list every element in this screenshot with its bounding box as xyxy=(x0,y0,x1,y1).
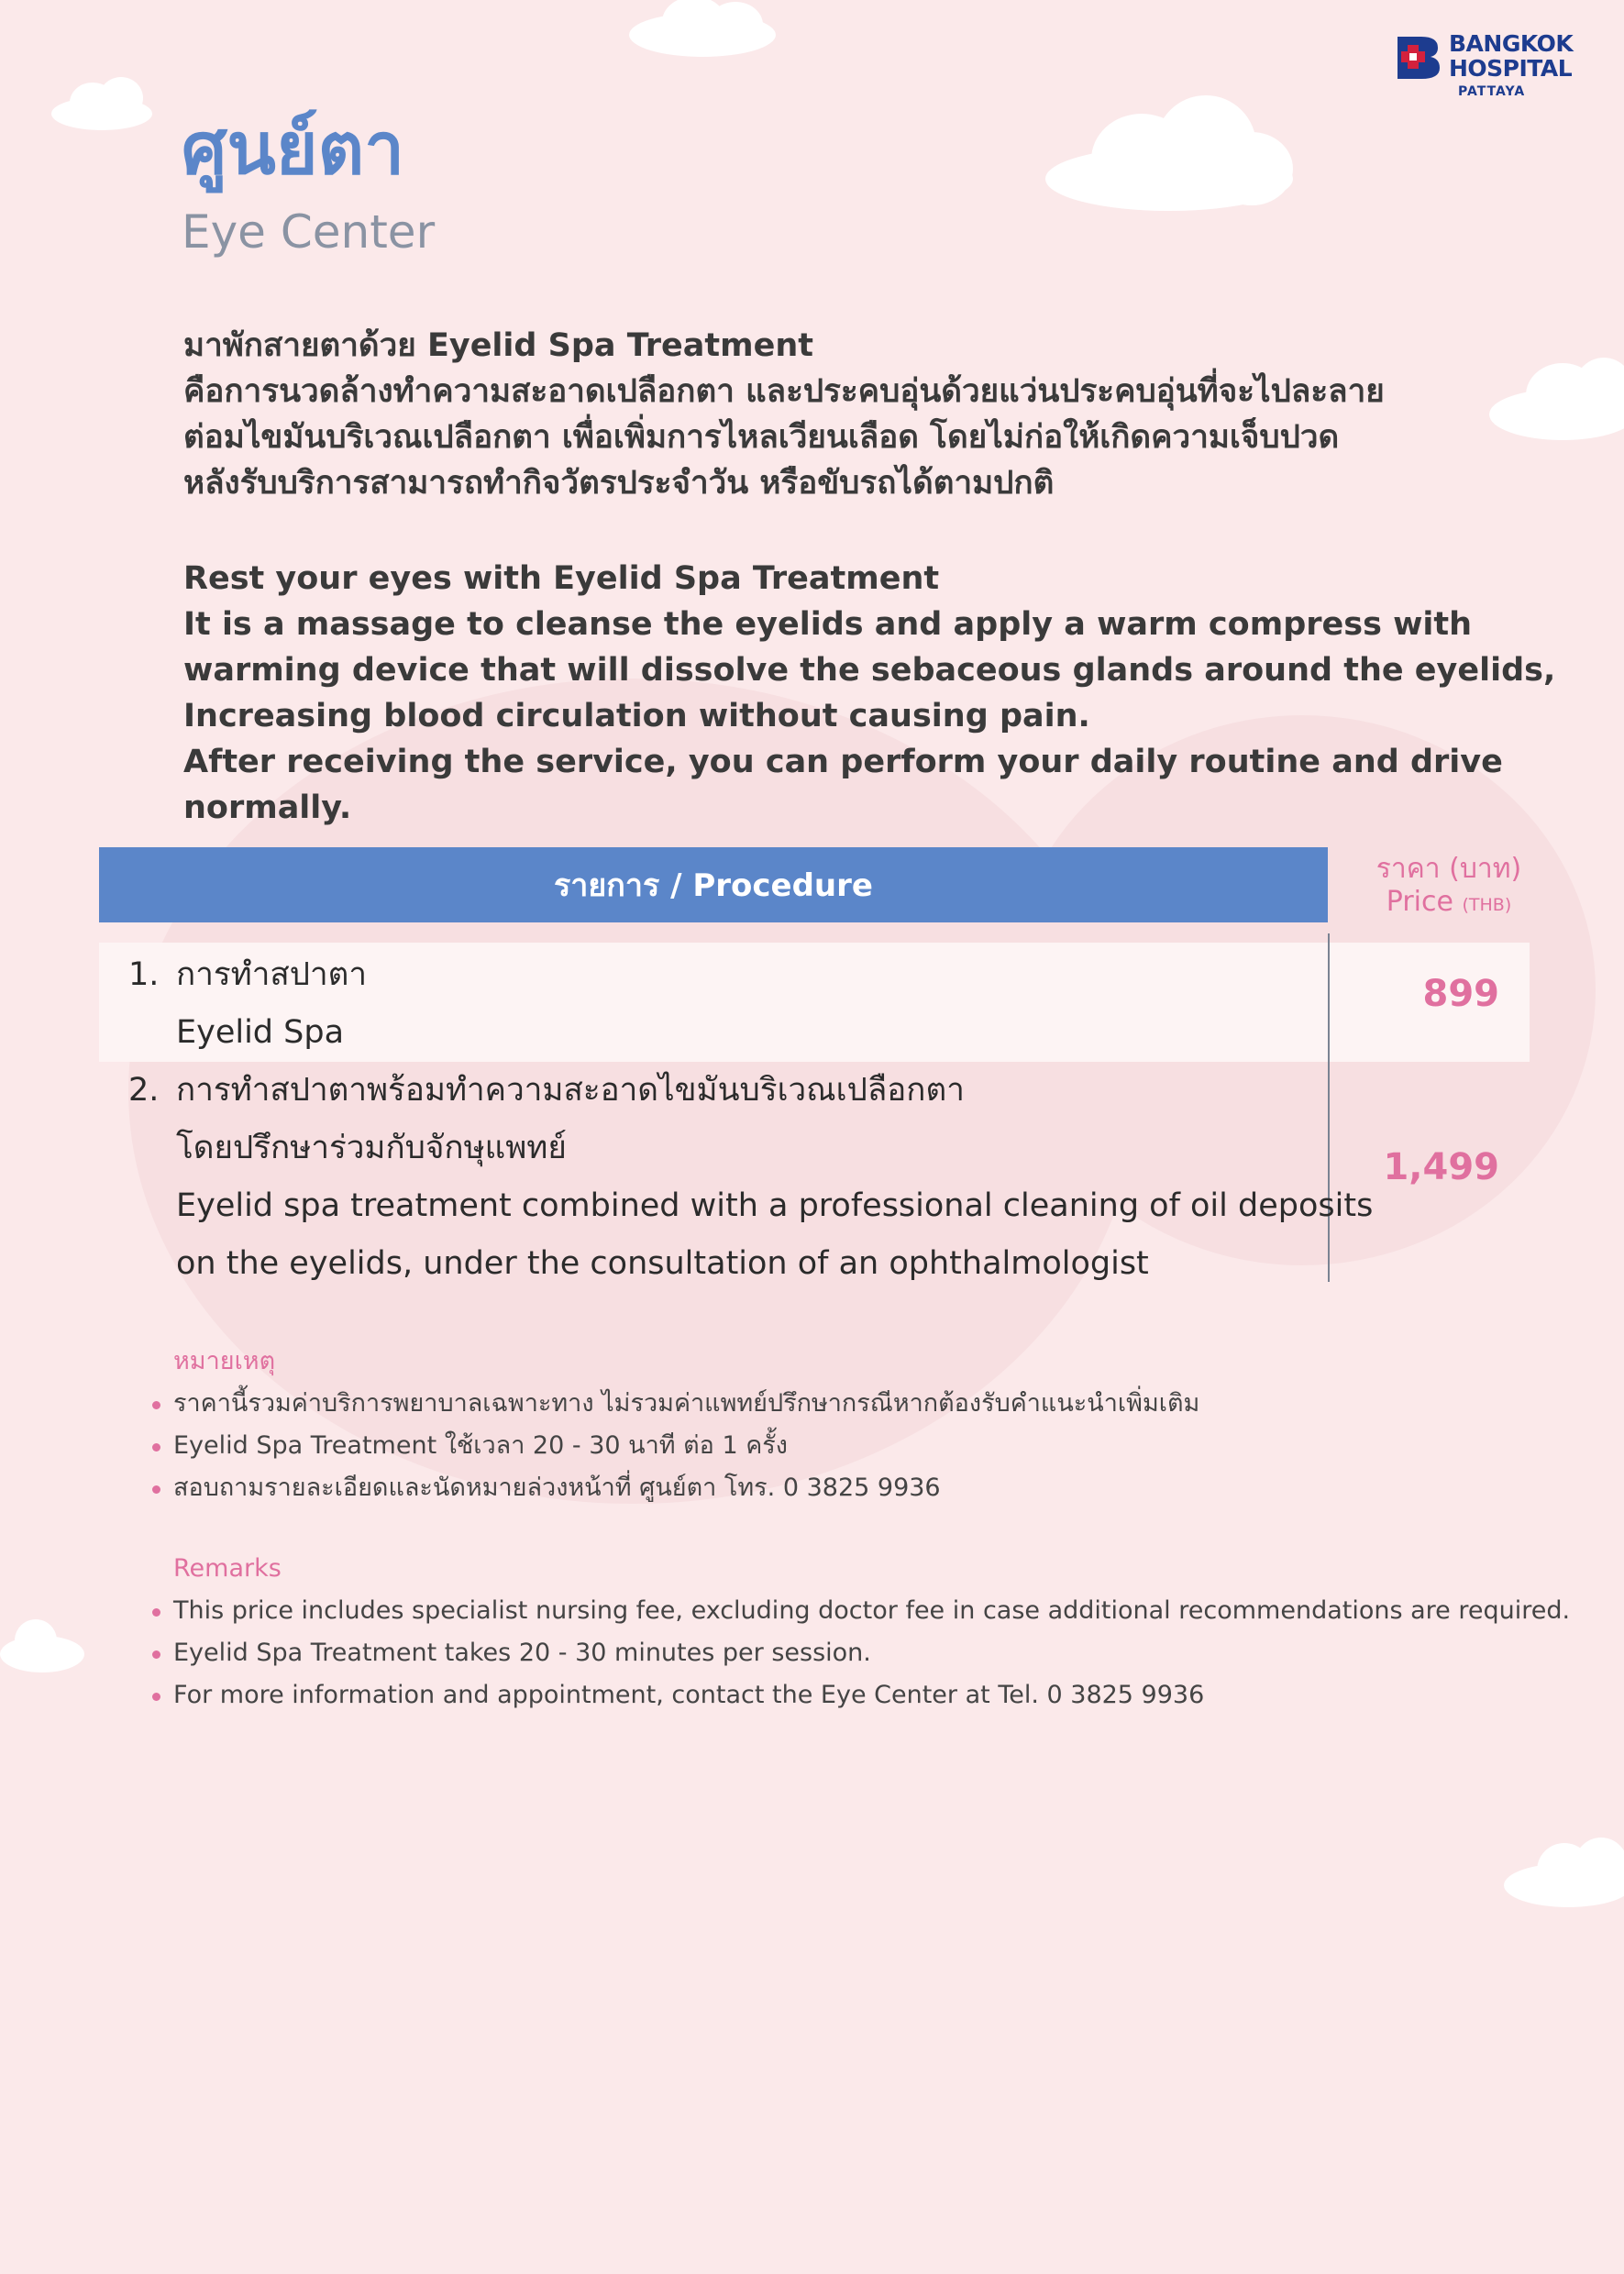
price-header: ราคา (บาท) Price (THB) xyxy=(1375,853,1522,918)
item-name-en: Eyelid spa treatment combined with a professional cleaning of oil deposits xyxy=(176,1187,1374,1224)
intro-en-line: After receiving the service, you can perform your daily routine and drive normally. xyxy=(183,744,1503,826)
hospital-logo xyxy=(1394,31,1596,105)
intro-th-line: มาพักสายตาด้วย Eyelid Spa Treatment xyxy=(183,327,813,364)
note-item: ราคานี้รวมค่าบริการพยาบาลเฉพาะทาง ไม่รวมค่าแพทย์ปรึกษากรณีหากต้องรับคำแนะนำเพิ่มเติม xyxy=(158,1383,1199,1425)
intro-en-line: warming device that will dissolve the sebaceous glands around the eyelids, xyxy=(183,652,1556,689)
logo-location: PATTAYA xyxy=(1458,84,1526,99)
intro-en-line: Rest your eyes with Eyelid Spa Treatment xyxy=(183,560,940,597)
item-number: 2. xyxy=(128,1072,160,1109)
item-price: 1,499 xyxy=(1383,1146,1499,1188)
remark-item: For more information and appointment, contact the Eye Center at Tel. 0 3825 9936 xyxy=(158,1674,1570,1717)
remark-item: This price includes specialist nursing fee, excluding doctor fee in case additional recommendations are required. xyxy=(158,1590,1570,1632)
intro-th-line: คือการนวดล้างทำความสะอาดเปลือกตา และประคบอุ่นด้วยแว่นประคบอุ่นที่จะไปละลาย xyxy=(183,373,1385,410)
remarks-title: Remarks xyxy=(173,1554,282,1583)
remark-item: Eyelid Spa Treatment takes 20 - 30 minutes per session. xyxy=(158,1632,1570,1674)
item-name-th: การทำสปาตาพร้อมทำความสะอาดไขมันบริเวณเปลือกตา xyxy=(176,1072,965,1109)
item-price: 899 xyxy=(1422,973,1499,1015)
intro-en-line: It is a massage to cleanse the eyelids and apply a warm compress with xyxy=(183,606,1473,643)
page-title-thai: ศูนย์ตา xyxy=(182,108,404,191)
item-name-en: Eyelid Spa xyxy=(176,1014,345,1051)
note-item: สอบถามรายละเอียดและนัดหมายล่วงหน้าที่ ศูนย์ตา โทร. 0 3825 9936 xyxy=(158,1467,1199,1509)
item-name-th: โดยปรึกษาร่วมกับจักษุแพทย์ xyxy=(176,1130,567,1166)
procedure-header: รายการ / Procedure xyxy=(99,847,1328,922)
intro-th-line: หลังรับบริการสามารถทำกิจวัตรประจำวัน หรือขับรถได้ตามปกติ xyxy=(183,465,1055,502)
note-item: Eyelid Spa Treatment ใช้เวลา 20 - 30 นาที ต่อ 1 ครั้ง xyxy=(158,1425,1199,1467)
hospital-cross-icon xyxy=(1394,33,1442,81)
page-title-english: Eye Center xyxy=(182,205,436,259)
item-number: 1. xyxy=(128,956,160,993)
notes-english xyxy=(158,1548,1570,1717)
item-name-th: การทำสปาตา xyxy=(176,956,367,993)
notes-title: หมายเหตุ xyxy=(173,1347,276,1375)
intro-en-line: Increasing blood circulation without causing pain. xyxy=(183,698,1090,734)
intro-text xyxy=(183,323,1559,831)
intro-th-line: ต่อมไขมันบริเวณเปลือกตา เพื่อเพิ่มการไหลเวียนเลือด โดยไม่ก่อให้เกิดความเจ็บปวด xyxy=(183,419,1340,456)
logo-wordmark: BANGKOK HOSPITAL xyxy=(1449,30,1574,82)
item-name-en: on the eyelids, under the consultation of an ophthalmologist xyxy=(176,1245,1149,1282)
notes-thai xyxy=(158,1341,1199,1509)
